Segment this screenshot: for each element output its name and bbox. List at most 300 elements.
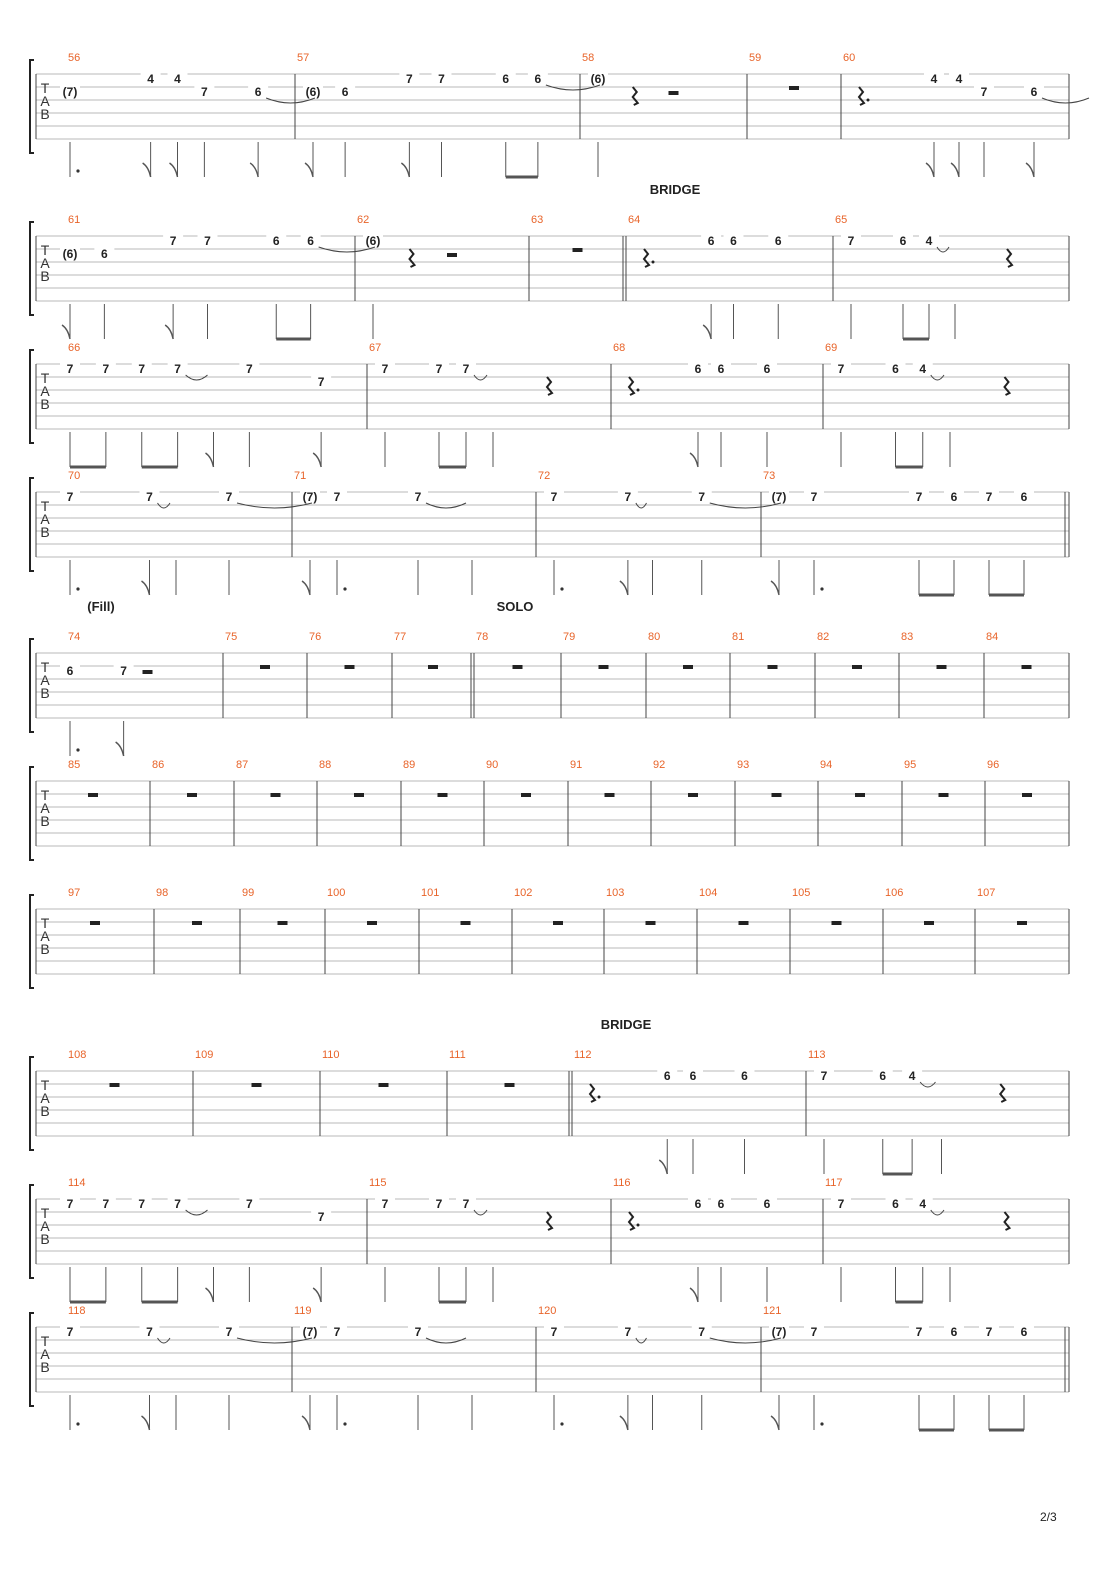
eighth-flag [313, 1288, 321, 1302]
tab-clef-letter: B [40, 524, 50, 540]
fret-number: 7 [225, 490, 233, 504]
tab-clef-letter: A [40, 1090, 50, 1106]
eighth-flag [620, 581, 628, 595]
measure-number: 104 [699, 887, 718, 899]
duration-dot [820, 587, 823, 590]
fret-number: 4 [930, 72, 938, 86]
staff-bracket [30, 1313, 34, 1406]
whole-rest [379, 1083, 389, 1087]
duration-dot [560, 587, 563, 590]
tab-system [30, 887, 1069, 988]
duration-dot [76, 587, 79, 590]
fret-number: 6 [663, 1069, 671, 1083]
section-label: BRIDGE [649, 182, 701, 197]
tab-system [30, 1305, 1069, 1430]
tab-clef-letter: T [40, 1205, 50, 1221]
whole-rest [852, 665, 862, 669]
measure-number: 66 [68, 342, 81, 354]
quarter-rest [1007, 249, 1012, 267]
tab-clef-letter: B [40, 1359, 50, 1375]
fret-number: 6 [1020, 1325, 1028, 1339]
whole-rest [271, 793, 281, 797]
eighth-flag [313, 453, 321, 467]
fret-number: 7 [698, 1325, 706, 1339]
measure-number: 75 [225, 631, 238, 643]
half-rest [447, 253, 457, 257]
fret-number: 6 [66, 664, 74, 678]
tab-clef-letter: T [40, 915, 50, 931]
tab-system [30, 470, 1069, 595]
whole-rest [683, 665, 693, 669]
staff-bracket [30, 767, 34, 860]
quarter-rest [629, 377, 634, 395]
measure-number: 73 [763, 470, 776, 482]
eighth-flag [143, 163, 151, 177]
whole-rest [461, 921, 471, 925]
fret-number: 7 [435, 1197, 443, 1211]
eighth-flag [771, 1416, 779, 1430]
measure-number: 106 [885, 887, 904, 899]
duration-dot [560, 1422, 563, 1425]
fret-number: 6 [694, 1197, 702, 1211]
fret-number: 7 [102, 1197, 110, 1211]
staff-bracket [30, 350, 34, 443]
fret-number: 6 [899, 234, 907, 248]
staff-bracket [30, 60, 34, 153]
quarter-rest [547, 1212, 552, 1230]
quarter-rest [1005, 377, 1010, 395]
measure-number: 97 [68, 887, 81, 899]
eighth-flag [170, 163, 178, 177]
whole-rest [1022, 665, 1032, 669]
measure-number: 114 [68, 1177, 86, 1189]
fret-number: 7 [66, 1325, 74, 1339]
eighth-flag [206, 1288, 214, 1302]
measure-number: 117 [825, 1177, 843, 1189]
quarter-rest [410, 249, 415, 267]
whole-rest [573, 248, 583, 252]
measure-number: 107 [977, 887, 996, 899]
fret-number: 7 [550, 1325, 558, 1339]
fret-number: 7 [333, 1325, 341, 1339]
fret-number: 4 [919, 1197, 927, 1211]
fret-number: 6 [774, 234, 782, 248]
whole-rest [505, 1083, 515, 1087]
fill-annotation: (Fill) [87, 599, 115, 614]
whole-rest [187, 793, 197, 797]
quarter-rest [1000, 1084, 1005, 1102]
rest-dot [867, 99, 870, 102]
fret-number: (6) [365, 234, 381, 248]
staff-bracket [30, 639, 34, 732]
measure-number: 93 [737, 759, 750, 771]
measure-number: 119 [294, 1305, 312, 1317]
whole-rest [924, 921, 934, 925]
fret-number: (6) [305, 85, 321, 99]
tab-system [30, 1017, 1069, 1174]
measure-number: 87 [236, 759, 249, 771]
eighth-flag [206, 453, 214, 467]
measure-number: 74 [68, 631, 81, 643]
fret-number: (7) [302, 490, 318, 504]
fret-number: 7 [985, 490, 993, 504]
measure-number: 95 [904, 759, 917, 771]
duration-dot [76, 748, 79, 751]
fret-number: 6 [254, 85, 262, 99]
tab-clef-letter: A [40, 93, 50, 109]
whole-rest [646, 921, 656, 925]
fret-number: 7 [698, 490, 706, 504]
fret-number: 7 [66, 490, 74, 504]
whole-rest [1022, 793, 1032, 797]
fret-number: 7 [138, 362, 146, 376]
rest-dot [598, 1096, 601, 1099]
measure-number: 76 [309, 631, 322, 643]
tab-clef-letter: B [40, 396, 50, 412]
duration-dot [76, 1422, 79, 1425]
eighth-flag [302, 1416, 310, 1430]
fret-number: 6 [950, 1325, 958, 1339]
fret-number: 6 [950, 490, 958, 504]
fret-number: 7 [406, 72, 413, 86]
staff-bracket [30, 222, 34, 315]
whole-rest [428, 665, 438, 669]
fret-number: 7 [810, 1325, 818, 1339]
whole-rest [832, 921, 842, 925]
fret-number: 7 [414, 490, 422, 504]
eighth-flag [142, 581, 150, 595]
eighth-flag [401, 163, 409, 177]
fret-number: 7 [246, 1197, 253, 1211]
fret-number: (6) [62, 247, 78, 261]
fret-number: 7 [624, 1325, 632, 1339]
measure-number: 62 [357, 214, 370, 226]
tab-clef-letter: A [40, 255, 50, 271]
fret-number: 6 [892, 1197, 899, 1211]
fret-number: 7 [624, 490, 632, 504]
half-rest [143, 670, 153, 674]
fret-number: 7 [414, 1325, 422, 1339]
measure-number: 91 [570, 759, 583, 771]
fret-number: 7 [138, 1197, 146, 1211]
whole-rest [688, 793, 698, 797]
fret-number: 7 [66, 1197, 74, 1211]
fret-number: 6 [307, 234, 314, 248]
fret-number: (6) [590, 72, 606, 86]
fret-number: 6 [741, 1069, 748, 1083]
eighth-flag [116, 742, 124, 756]
fret-number: 7 [550, 490, 558, 504]
tab-clef-letter: B [40, 1231, 50, 1247]
tab-clef-letter: T [40, 80, 50, 96]
fret-number: 7 [847, 234, 855, 248]
fret-number: 4 [919, 362, 927, 376]
measure-number: 56 [68, 52, 81, 64]
quarter-rest [590, 1084, 595, 1102]
staff-bracket [30, 478, 34, 571]
eighth-flag [250, 163, 258, 177]
measure-number: 105 [792, 887, 811, 899]
whole-rest [937, 665, 947, 669]
tab-clef-letter: T [40, 1077, 50, 1093]
measure-number: 110 [322, 1049, 340, 1061]
fret-number: 7 [317, 375, 325, 389]
eighth-flag [771, 581, 779, 595]
eighth-flag [305, 163, 313, 177]
fret-number: 7 [333, 490, 341, 504]
quarter-rest [629, 1212, 634, 1230]
tab-clef-letter: B [40, 106, 50, 122]
measure-number: 99 [242, 887, 255, 899]
measure-number: 79 [563, 631, 576, 643]
tab-clef-letter: A [40, 928, 50, 944]
whole-rest [438, 793, 448, 797]
tab-clef-letter: A [40, 800, 50, 816]
fret-number: 6 [694, 362, 702, 376]
measure-number: 64 [628, 214, 641, 226]
whole-rest [345, 665, 355, 669]
measure-number: 83 [901, 631, 914, 643]
fret-number: 7 [810, 490, 818, 504]
whole-rest [110, 1083, 120, 1087]
fret-number: 7 [174, 362, 181, 376]
measure-number: 67 [369, 342, 382, 354]
fret-number: 7 [462, 1197, 470, 1211]
measure-number: 69 [825, 342, 838, 354]
duration-dot [343, 1422, 346, 1425]
fret-number: 6 [763, 1197, 771, 1211]
measure-number: 109 [195, 1049, 214, 1061]
tab-system [30, 759, 1069, 860]
eighth-flag [951, 163, 959, 177]
measure-number: 89 [403, 759, 416, 771]
eighth-flag [165, 325, 173, 339]
whole-rest [739, 921, 749, 925]
fret-number: 4 [174, 72, 181, 86]
fret-number: 6 [763, 362, 771, 376]
tab-clef-letter: B [40, 1103, 50, 1119]
whole-rest [605, 793, 615, 797]
fret-number: (7) [62, 85, 78, 99]
fret-number: 7 [225, 1325, 233, 1339]
fret-number: 6 [272, 234, 280, 248]
fret-number: 4 [955, 72, 963, 86]
whole-rest [513, 665, 523, 669]
tab-clef-letter: A [40, 672, 50, 688]
whole-rest [88, 793, 98, 797]
tab-clef-letter: T [40, 659, 50, 675]
tab-system [30, 1177, 1069, 1302]
measure-number: 96 [987, 759, 1000, 771]
rest-dot [652, 261, 655, 264]
tab-clef-letter: T [40, 498, 50, 514]
measure-number: 94 [820, 759, 833, 771]
whole-rest [192, 921, 202, 925]
fret-number: 7 [146, 1325, 153, 1339]
fret-number: 7 [985, 1325, 993, 1339]
half-rest [669, 91, 679, 95]
measure-number: 81 [732, 631, 745, 643]
tab-clef-letter: T [40, 1333, 50, 1349]
staff-bracket [30, 1185, 34, 1278]
tab-system [30, 599, 1069, 756]
tab-clef-letter: B [40, 268, 50, 284]
whole-rest [768, 665, 778, 669]
whole-rest [90, 921, 100, 925]
fret-number: 7 [146, 490, 153, 504]
fret-number: (7) [771, 490, 787, 504]
quarter-rest [644, 249, 649, 267]
fret-number: 7 [102, 362, 110, 376]
measure-number: 88 [319, 759, 332, 771]
measure-number: 85 [68, 759, 81, 771]
tab-system [30, 182, 1069, 339]
measure-number: 70 [68, 470, 81, 482]
quarter-rest [547, 377, 552, 395]
fret-number: 4 [908, 1069, 916, 1083]
fret-number: 7 [915, 490, 923, 504]
measure-number: 102 [514, 887, 533, 899]
measure-number: 59 [749, 52, 762, 64]
eighth-flag [142, 1416, 150, 1430]
fret-number: 6 [717, 362, 725, 376]
whole-rest [939, 793, 949, 797]
measure-number: 118 [68, 1305, 86, 1317]
duration-dot [820, 1422, 823, 1425]
measure-number: 100 [327, 887, 346, 899]
whole-rest [278, 921, 288, 925]
fret-number: 7 [435, 362, 443, 376]
section-label: SOLO [496, 599, 534, 614]
measure-number: 60 [843, 52, 856, 64]
fret-number: 7 [66, 362, 74, 376]
fret-number: 7 [317, 1210, 325, 1224]
duration-dot [343, 587, 346, 590]
staff-bracket [30, 895, 34, 988]
eighth-flag [926, 163, 934, 177]
whole-rest [252, 1083, 262, 1087]
page-number: 2/3 [1040, 1510, 1057, 1524]
measure-number: 116 [613, 1177, 631, 1189]
measure-number: 121 [763, 1305, 782, 1317]
fret-number: 7 [980, 85, 988, 99]
quarter-rest [859, 87, 864, 105]
eighth-flag [620, 1416, 628, 1430]
measure-number: 108 [68, 1049, 87, 1061]
measure-number: 92 [653, 759, 666, 771]
tab-clef-letter: A [40, 383, 50, 399]
tab-clef-letter: T [40, 370, 50, 386]
tab-clef-letter: T [40, 787, 50, 803]
rest-dot [637, 389, 640, 392]
measure-number: 86 [152, 759, 165, 771]
fret-number: 7 [438, 72, 445, 86]
measure-number: 103 [606, 887, 625, 899]
measure-number: 90 [486, 759, 499, 771]
rest-dot [637, 1224, 640, 1227]
fret-number: 7 [381, 1197, 389, 1211]
section-label: BRIDGE [600, 1017, 652, 1032]
measure-number: 98 [156, 887, 169, 899]
fret-number: 6 [689, 1069, 697, 1083]
duration-dot [76, 169, 79, 172]
fret-number: 7 [381, 362, 389, 376]
fret-number: 6 [502, 72, 510, 86]
fret-number: 6 [534, 72, 542, 86]
measure-number: 113 [808, 1049, 826, 1061]
fret-number: 4 [925, 234, 933, 248]
fret-number: 6 [892, 362, 899, 376]
fret-number: 6 [101, 247, 108, 261]
whole-rest [354, 793, 364, 797]
fret-number: (7) [302, 1325, 318, 1339]
fret-number: 7 [246, 362, 253, 376]
eighth-flag [62, 325, 70, 339]
whole-rest [367, 921, 377, 925]
fret-number: 6 [730, 234, 737, 248]
staff-bracket [30, 1057, 34, 1150]
measure-number: 120 [538, 1305, 557, 1317]
fret-number: 6 [707, 234, 715, 248]
tab-clef-letter: A [40, 1218, 50, 1234]
whole-rest [260, 665, 270, 669]
tab-clef-letter: A [40, 1346, 50, 1362]
measure-number: 65 [835, 214, 848, 226]
eighth-flag [690, 1288, 698, 1302]
fret-number: 6 [879, 1069, 887, 1083]
fret-number: 4 [147, 72, 154, 86]
eighth-flag [302, 581, 310, 595]
measure-number: 71 [294, 470, 307, 482]
measure-number: 58 [582, 52, 595, 64]
quarter-rest [1005, 1212, 1010, 1230]
measure-number: 84 [986, 631, 999, 643]
fret-number: 7 [201, 85, 208, 99]
quarter-rest [633, 87, 638, 105]
tab-clef-letter: B [40, 941, 50, 957]
tab-clef-letter: A [40, 511, 50, 527]
fret-number: 6 [1030, 85, 1038, 99]
fret-number: 7 [820, 1069, 828, 1083]
measure-number: 68 [613, 342, 626, 354]
measure-number: 61 [68, 214, 81, 226]
eighth-flag [703, 325, 711, 339]
whole-rest [789, 86, 799, 90]
measure-number: 63 [531, 214, 544, 226]
whole-rest [1017, 921, 1027, 925]
measure-number: 72 [538, 470, 551, 482]
eighth-flag [690, 453, 698, 467]
measure-number: 80 [648, 631, 661, 643]
whole-rest [772, 793, 782, 797]
fret-number: 7 [462, 362, 470, 376]
measure-number: 77 [394, 631, 407, 643]
fret-number: 7 [169, 234, 177, 248]
fret-number: (7) [771, 1325, 787, 1339]
measure-number: 115 [369, 1177, 387, 1189]
tab-system [30, 52, 1089, 177]
measure-number: 82 [817, 631, 830, 643]
measure-number: 78 [476, 631, 489, 643]
whole-rest [855, 793, 865, 797]
whole-rest [521, 793, 531, 797]
whole-rest [553, 921, 563, 925]
measure-number: 57 [297, 52, 310, 64]
fret-number: 6 [341, 85, 349, 99]
fret-number: 7 [120, 664, 127, 678]
tab-system [30, 342, 1069, 467]
tab-clef-letter: B [40, 813, 50, 829]
